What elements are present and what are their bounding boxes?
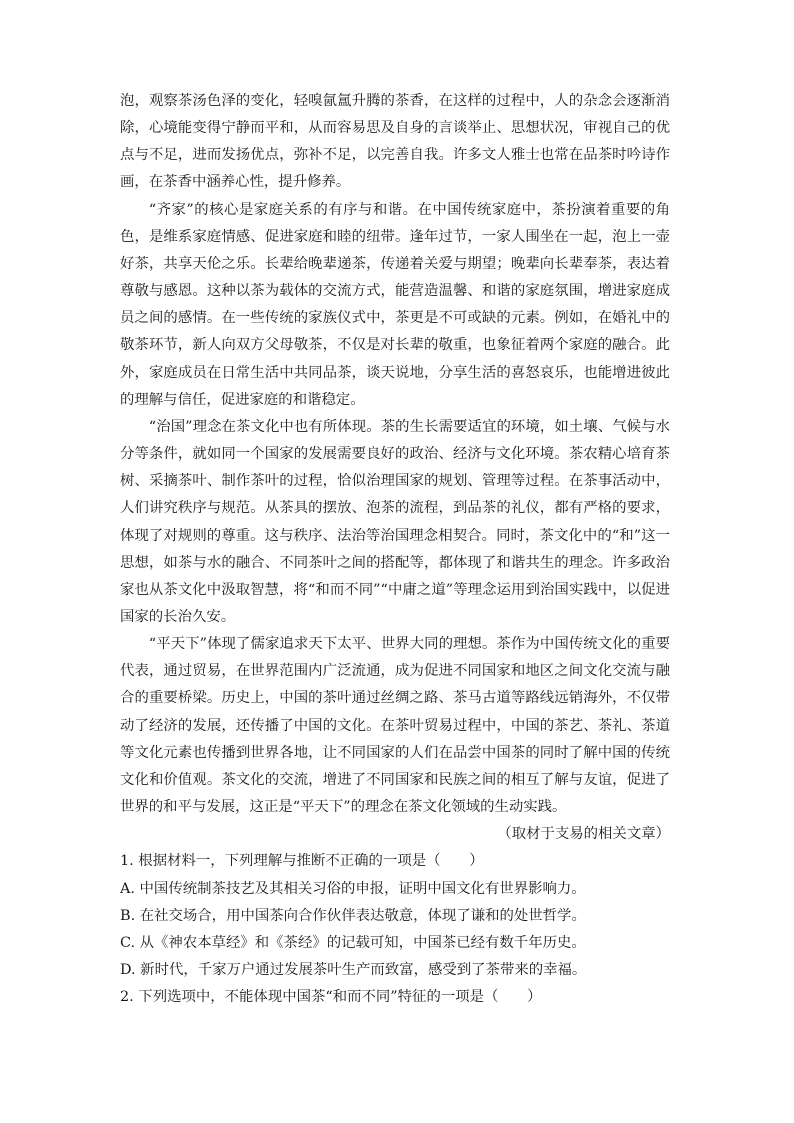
source-citation: （取材于支易的相关文章）: [497, 826, 670, 843]
paragraph-qijia: “齐家”的核心是家庭关系的有序与和谐。在中国传统家庭中，茶扮演着重要的角色，是维系家庭情感、促进家庭和睦的纽带。逢年过节，一家人围坐在一起，泡上一壶好茶，共享天伦之乐。长辈给晚辈递茶，传递着关爱与期望；晚辈向长辈奉茶，表达着尊敬与感恩。这种以茶为载体的交流方式，能营造温馨、和谐的家庭氛围，增进家庭成员之间的感情。在一些传统的家族仪式中，茶更是不可或缺的元素。例如，在婚礼中的敬茶环节，新人向双方父母敬茶，不仅是对长辈的敬重，也象征着两个家庭的融合。此外，家庭成员在日常生活中共同品茶，谈天说地，分享生活的喜怒哀乐，也能增进彼此的理解与信任，促进家庭的和谐稳定。: [120, 201, 670, 408]
question-1-option-d: D. 新时代，千家万户通过发展茶叶生产而致富，感受到了茶带来的幸福。: [120, 962, 587, 978]
question-2-stem: 2. 下列选项中，不能体现中国茶“和而不同”特征的一项是（ ）: [120, 989, 542, 1006]
paragraph-zhiguo: “治国”理念在茶文化中也有所体现。茶的生长需要适宜的环境，如土壤、气候与水分等条件，就如同一个国家的发展需要良好的政治、经济与文化环境。茶农精心培育茶树、采摘茶叶、制作茶叶的过程，恰似治理国家的规划、管理等过程。在茶事活动中，人们讲究秩序与规范。从茶具的摆放、泡茶的流程，到品茶的礼仪，都有严格的要求，体现了对规则的尊重。这与秩序、法治等治国理念相契合。同时，茶文化中的“和”这一思想，如茶与水的融合、不同茶叶之间的搭配等，都体现了和谐共生的理念。许多政治家也从茶文化中汲取智慧，将“和而不同”“中庸之道”等理念运用到治国实践中，以促进国家的长治久安。: [120, 418, 670, 625]
question-1-option-b: B. 在社交场合，用中国茶向合作伙伴表达敬意，体现了谦和的处世哲学。: [120, 907, 586, 924]
question-1-stem: 1. 根据材料一，下列理解与推断不正确的一项是（ ）: [120, 853, 484, 870]
question-1-option-a: A. 中国传统制茶技艺及其相关习俗的申报，证明中国文化有世界影响力。: [120, 880, 586, 897]
paragraph-self-cultivation: 泡，观察茶汤色泽的变化，轻嗅氤氲升腾的茶香，在这样的过程中，人的杂念会逐渐消除，心境能变得宁静而平和，从而容易思及自身的言谈举止、思想状况，审视自己的优点与不足，进而发扬优点，弥补不足，以完善自我。许多文人雅士也常在品茶时吟诗作画，在茶香中涵养心性，提升修养。: [120, 93, 670, 191]
question-1-option-c: C. 从《神农本草经》和《茶经》的记载可知，中国茶已经有数千年历史。: [120, 934, 586, 951]
paragraph-pingtianxia: “平天下”体现了儒家追求天下太平、世界大同的理想。茶作为中国传统文化的重要代表，通过贸易，在世界范围内广泛流通，成为促进不同国家和地区之间文化交流与融合的重要桥梁。历史上，中国的茶叶通过丝绸之路、茶马古道等路线远销海外，不仅带动了经济的发展，还传播了中国的文化。在茶叶贸易过程中，中国的茶艺、茶礼、茶道等文化元素也传播到世界各地，让不同国家的人们在品尝中国茶的同时了解中国的传统文化和价值观。茶文化的交流，增进了不同国家和民族之间的相互了解与友谊，促进了世界的和平与发展，这正是“平天下”的理念在茶文化领域的生动实践。: [120, 636, 670, 816]
document-page: [120, 88, 670, 1011]
